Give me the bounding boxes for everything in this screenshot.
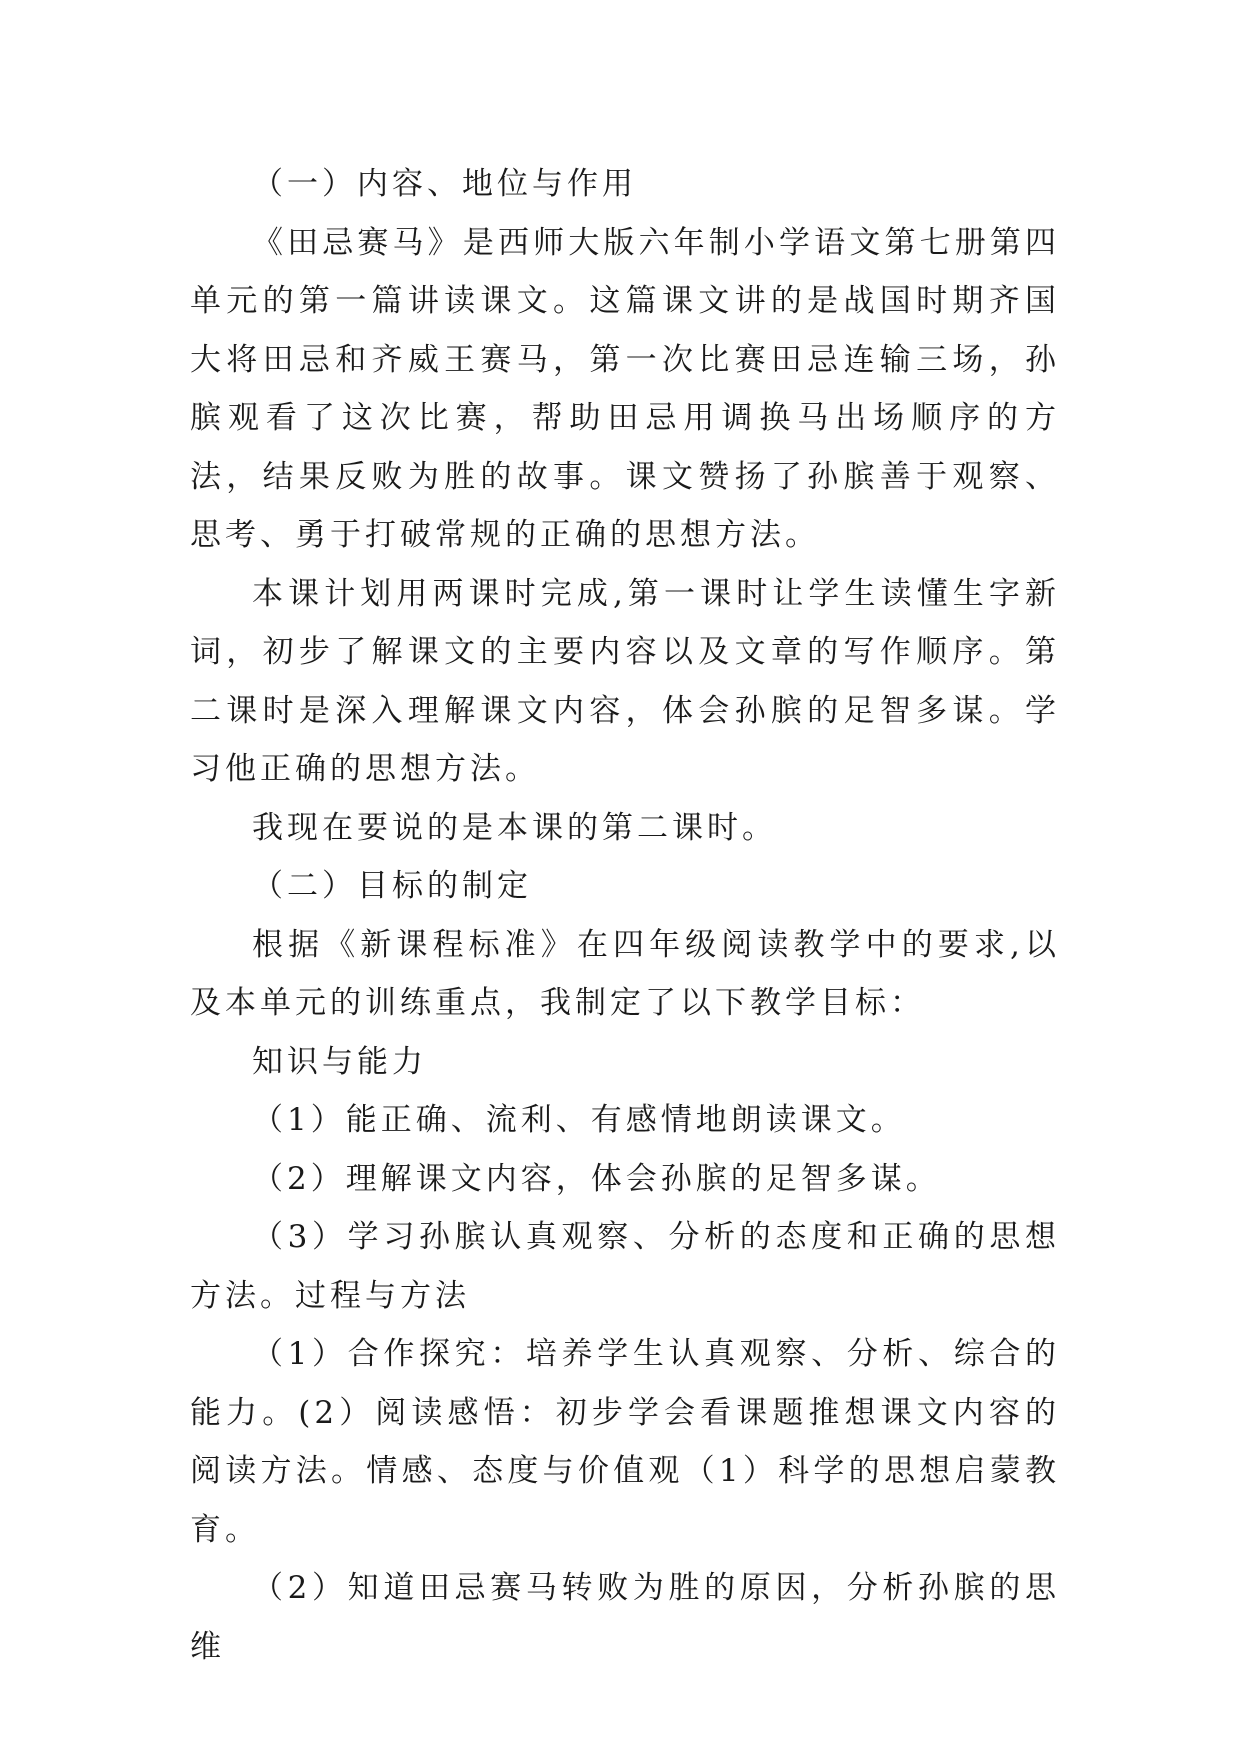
list-item-goal-2: （2）理解课文内容，体会孙膑的足智多谋。 xyxy=(252,1160,941,1197)
paragraph-goals-intro: 根据《新课程标准》在四年级阅读教学中的要求,以及本单元的训练重点，我制定了以下教学目标： xyxy=(190,926,1060,1021)
list-item-process-1: （1）合作探究：培养学生认真观察、分析、综合的能力。(2）阅读感悟：初步学会看课题推想课文内容的阅读方法。情感、态度与价值观（1）科学的思想启蒙教育。 xyxy=(190,1336,1060,1548)
paragraph-second-lesson: 我现在要说的是本课的第二课时。 xyxy=(252,809,777,846)
document-body xyxy=(190,155,1060,1676)
list-item-values-2: （2）知道田忌赛马转败为胜的原因，分析孙膑的思维 xyxy=(190,1570,1060,1665)
paragraph-lesson-overview: 《田忌赛马》是西师大版六年制小学语文第七册第四单元的第一篇讲读课文。这篇课文讲的是战国时期齐国大将田忌和齐威王赛马，第一次比赛田忌连输三场，孙膑观看了这次比赛，帮助田忌用调换马出场顺序的方法，结果反败为胜的故事。课文赞扬了孙膑善于观察、思考、勇于打破常规的正确的思想方法。 xyxy=(190,224,1060,553)
section-heading-content: （一）内容、地位与作用 xyxy=(252,166,637,202)
paragraph-lesson-plan: 本课计划用两课时完成,第一课时让学生读懂生字新词，初步了解课文的主要内容以及文章的写作顺序。第二课时是深入理解课文内容，体会孙膑的足智多谋。学习他正确的思想方法。 xyxy=(190,575,1060,787)
subheading-knowledge: 知识与能力 xyxy=(252,1043,427,1080)
list-item-goal-1: （1）能正确、流利、有感情地朗读课文。 xyxy=(252,1102,906,1138)
section-heading-goals: （二）目标的制定 xyxy=(252,868,532,904)
list-item-goal-3: （3）学习孙膑认真观察、分析的态度和正确的思想方法。过程与方法 xyxy=(190,1219,1060,1314)
